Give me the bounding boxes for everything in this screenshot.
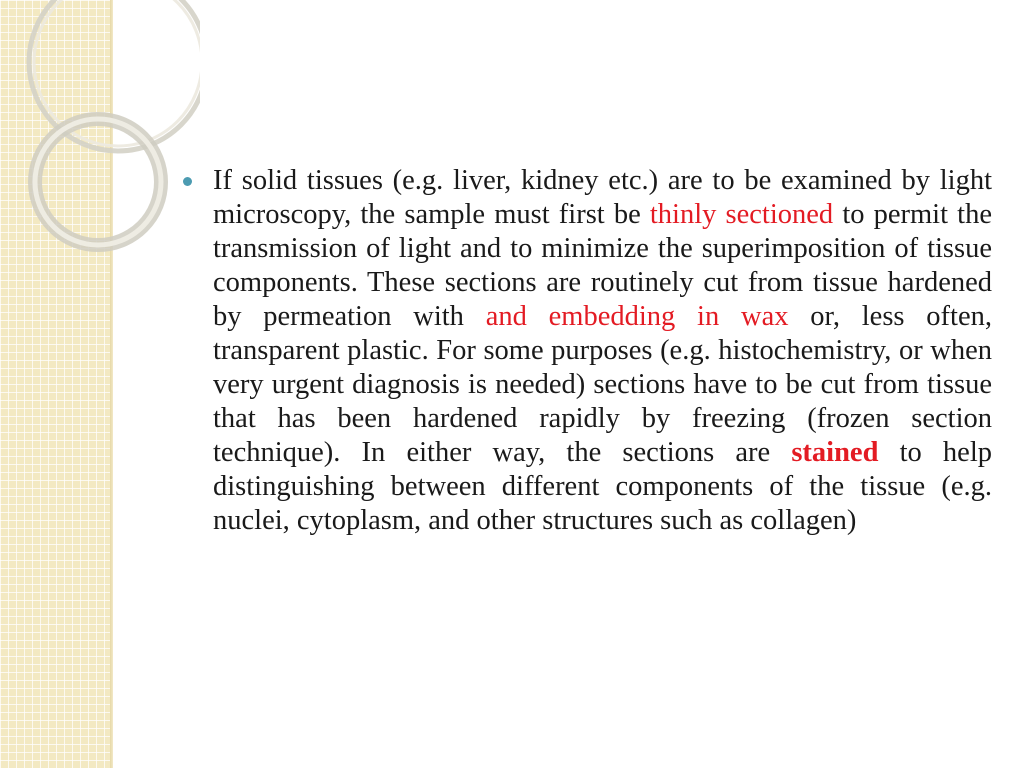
text-part-4: to help distinguishing between different components of the tissue (e.g. nuclei, cytoplasm, and other structures such as collagen) [213, 437, 992, 536]
bullet-icon [183, 177, 192, 186]
text-part-3: or, less often, transparent plastic. For some purposes (e.g. histochemistry, or when very urgent diagnosis is needed) sections have to be cut from tissue that has been hardened rapidly by freezing (frozen section technique). In either way, the sections are [213, 301, 992, 468]
text-part-2: to permit the transmission of light and to minimize the superimposition of tissue components. These sections are routinely cut from tissue hardened by permeation with [213, 199, 992, 332]
side-panel-edge [110, 0, 113, 768]
highlight-stained: stained [791, 437, 879, 468]
bullet-text [213, 164, 992, 538]
decorative-side-panel [0, 0, 113, 768]
highlight-thinly-sectioned: thinly sectioned [649, 199, 834, 230]
highlight-embedding-in-wax: and embedding in wax [485, 301, 789, 332]
text-part-1: If solid tissues (e.g. liver, kidney etc.) are to be examined by light microscopy, the sample must first be [213, 165, 992, 230]
bullet-item [180, 164, 992, 538]
slide-content [180, 164, 992, 538]
